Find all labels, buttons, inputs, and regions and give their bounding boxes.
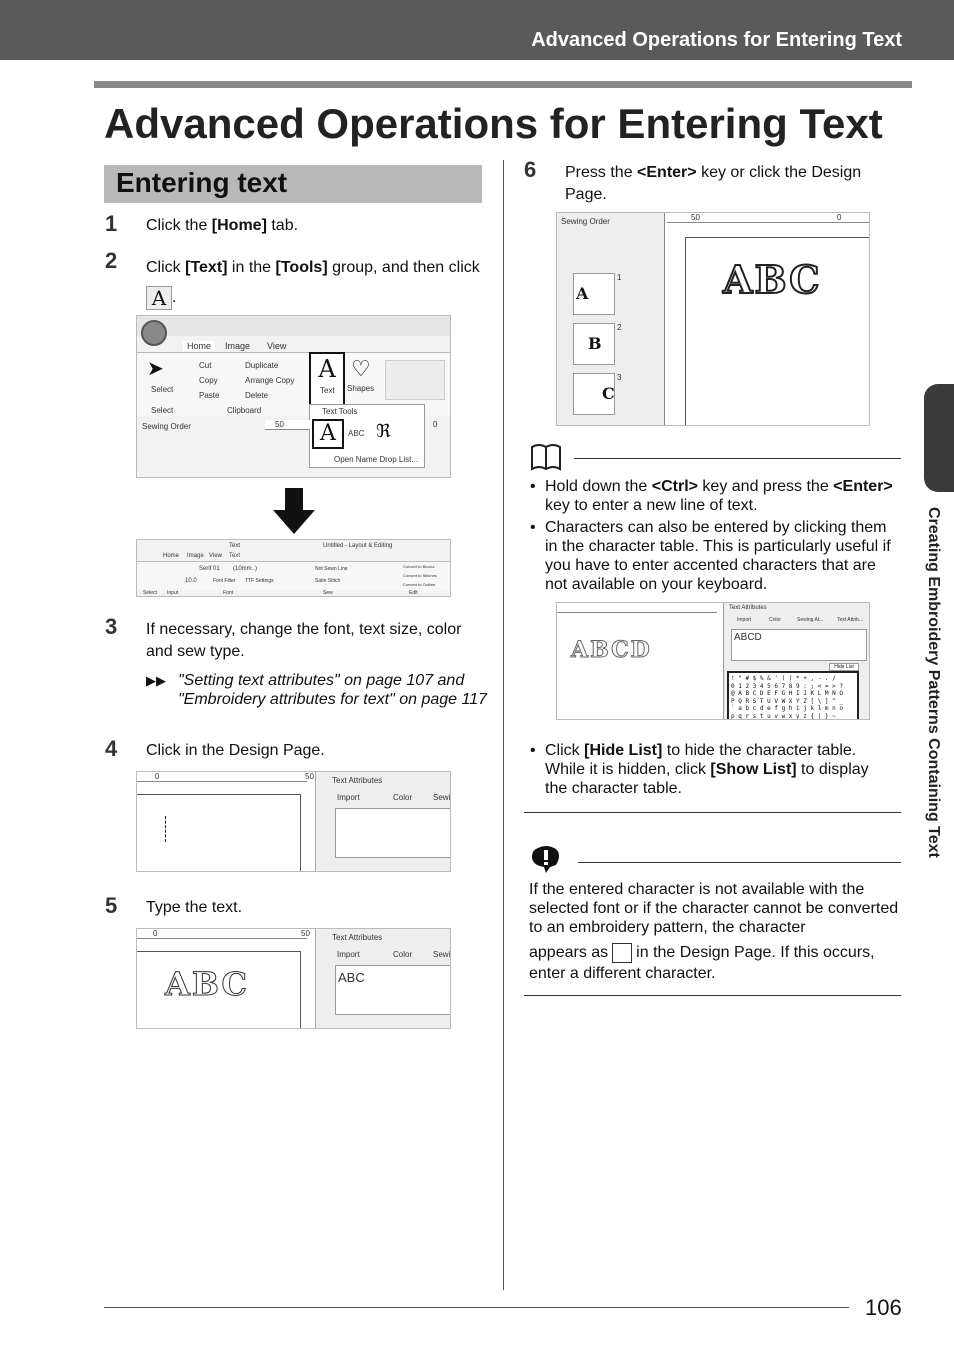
sew-type[interactable]: Not Sewn Line: [315, 566, 348, 572]
chapter-label: Creating Embroidery Patterns Containing Text: [925, 507, 942, 858]
sewing-order-title: Sewing Order: [142, 422, 191, 431]
step-number: 3: [105, 614, 118, 639]
text-button[interactable]: A Text: [309, 352, 345, 406]
ttf-settings[interactable]: TTF Settings: [245, 578, 274, 584]
typed-text-screenshot: 0 50 ABC Text Attributes Import Color Sewi ABC: [136, 928, 451, 1029]
design-page[interactable]: [137, 794, 301, 872]
sewing-order-item[interactable]: A: [573, 273, 615, 315]
font-filter[interactable]: Font Filter: [213, 578, 236, 584]
tab-view[interactable]: View: [209, 553, 222, 559]
copy-button[interactable]: Copy: [199, 376, 218, 385]
text-tool-a-icon[interactable]: A: [312, 419, 344, 449]
page-title: Advanced Operations for Entering Text: [104, 100, 883, 147]
monogram-icon[interactable]: ℜ: [376, 421, 391, 441]
text-input[interactable]: ABCD: [731, 629, 867, 661]
color-button[interactable]: Color: [393, 793, 413, 802]
step-number: 4: [105, 736, 118, 761]
text-tools-dropdown: [309, 404, 425, 468]
running-title: Advanced Operations for Entering Text: [531, 29, 902, 51]
text-attributes-title: Text Attributes: [332, 776, 383, 785]
step-number: 6: [524, 157, 537, 182]
text-tools-title: Text Tools: [322, 407, 358, 416]
step-5-text: Type the text.: [146, 899, 243, 916]
footer-rule: [104, 1307, 849, 1308]
caution-text-2: appears as in the Design Page. If this occurs, enter a different character.: [529, 944, 875, 982]
note-bullet-3: Click [Hide List] to hide the character table. While it is hidden, click [Show List] to display the character table.: [545, 742, 869, 797]
text-attributes-title: Text Attributes: [332, 933, 383, 942]
ribbon-screenshot: Home Image View ➤ Select Cut Copy Paste Duplicate Arrange Copy Delete Select Clipboard A Text ♡ Shapes Text Tools A ABC ℜ Open Name Drop List... Sewing Order 50 0: [136, 315, 451, 478]
memo-icon: [530, 443, 562, 471]
char-row[interactable]: p q r s t u v w x y z { | } ~: [731, 712, 836, 720]
font-name[interactable]: Serif 01: [199, 566, 220, 572]
step-number: 2: [105, 248, 118, 273]
text-attributes-title: Text Attributes: [729, 605, 767, 611]
reference-arrow-icon: ▶▶: [146, 673, 166, 688]
shapes-heart-icon: ♡: [351, 356, 371, 381]
select-arrow-icon: ➤: [147, 358, 164, 380]
sewing-order-item[interactable]: B: [573, 323, 615, 365]
caution-end-rule: [524, 995, 901, 996]
shapes-button[interactable]: Shapes: [347, 384, 375, 393]
canvas-text: ABC: [723, 257, 822, 302]
text-input[interactable]: [335, 808, 451, 858]
tab-image[interactable]: Image: [225, 341, 251, 351]
tab-view[interactable]: View: [267, 341, 287, 351]
tab-home[interactable]: Home: [183, 341, 215, 351]
sewing-attrib-button[interactable]: Sewing At...: [797, 617, 824, 623]
step-4-text: Click in the Design Page.: [146, 742, 325, 759]
color-button[interactable]: Color: [769, 617, 781, 623]
char-row[interactable]: 0 1 2 3 4 5 6 7 8 9 : ; < = > ?: [731, 682, 843, 690]
note-bullet-2: Characters can also be entered by clicking them in the character table. This is particularly useful if you have to enter accented characters that are not available on your keyboard.: [545, 519, 891, 593]
zoom-tools[interactable]: [385, 360, 445, 400]
text-attrib-button[interactable]: Text Attrib...: [837, 617, 864, 623]
import-button[interactable]: Import: [337, 950, 360, 959]
sewing-button[interactable]: Sewi: [433, 793, 451, 802]
ruler: [265, 420, 310, 430]
tab-image[interactable]: Image: [187, 553, 204, 559]
design-page-screenshot: 0 50 Text Attributes Import Color Sewi: [136, 771, 451, 872]
font-size[interactable]: (10mm..): [233, 566, 257, 572]
page-number: 106: [865, 1295, 902, 1320]
caution-text: If the entered character is not available with the selected font or if the character cannot be converted to an embroidery pattern, the character: [529, 881, 899, 936]
chapter-tab: [924, 384, 954, 492]
caution-icon: [530, 845, 564, 873]
delete-button[interactable]: Delete: [245, 391, 269, 400]
window-title: Untitled - Layout & Editing: [323, 543, 393, 549]
section-title: Entering text: [116, 167, 288, 198]
step-2-text: Click [Text] in the [Tools] group, and then click A .: [146, 259, 480, 310]
cut-button[interactable]: Cut: [199, 361, 212, 370]
stitch-type[interactable]: Satin Stitch: [315, 578, 341, 584]
size-value[interactable]: 10.0: [185, 578, 197, 584]
step-6-text: Press the <Enter> key or click the Design Page.: [565, 164, 862, 203]
tab-text[interactable]: Text: [229, 553, 241, 559]
app-menu-icon[interactable]: [141, 320, 167, 346]
sewing-order-title: Sewing Order: [561, 217, 610, 226]
character-table-screenshot: [556, 602, 870, 720]
canvas-text: ABC: [165, 965, 249, 1003]
char-row[interactable]: ! " # $ % & ' ( ) * + , - . /: [731, 675, 836, 682]
character-table[interactable]: [727, 671, 859, 720]
caution-rule: [578, 862, 901, 863]
group-select-label: Select: [151, 406, 174, 415]
tab-home[interactable]: Home: [163, 553, 180, 559]
step-3-reference: "Setting text attributes" on page 107 and "Embroidery attributes for text" on page 117: [178, 672, 488, 708]
arrange-copy-button[interactable]: Arrange Copy: [245, 376, 295, 385]
note-rule: [574, 458, 901, 459]
select-label[interactable]: Select: [151, 385, 174, 394]
text-tool-icon: A: [146, 286, 172, 310]
canvas-text: ABCD: [571, 637, 652, 663]
section-heading: [104, 165, 482, 203]
sewing-button[interactable]: Sewi: [433, 950, 451, 959]
open-name-drop-list[interactable]: Open Name Drop List...: [334, 455, 419, 464]
down-arrow-icon: [273, 488, 315, 534]
text-abc-option[interactable]: ABC: [348, 429, 365, 438]
text-input[interactable]: ABC: [335, 965, 451, 1015]
column-divider: [503, 160, 504, 1290]
step-3-text: If necessary, change the font, text size, color and sew type.: [146, 621, 462, 660]
text-ribbon-screenshot: Untitled - Layout & Editing Text Home Image View Text Serif 01 (10mm..) 10.0 Font Filter TTF Settings Not Sewn Line Satin Stitch Convert to Blocks Convert to Stitches Convert to Outline Select Input Font Sew Edit: [136, 539, 451, 597]
text-cursor: [165, 816, 166, 842]
char-row[interactable]: ` a b c d e f g h i j k l m n o: [731, 705, 843, 712]
note-end-rule: [524, 812, 901, 813]
empty-box-icon: [612, 943, 632, 963]
group-clipboard-label: Clipboard: [227, 406, 262, 415]
paste-button[interactable]: Paste: [199, 391, 220, 400]
char-row[interactable]: P Q R S T U V W X Y Z [ \ ] ^ _: [731, 697, 843, 705]
step-1-text: Click the [Home] tab.: [146, 217, 299, 234]
char-row[interactable]: @ A B C D E F G H I J K L M N O: [731, 690, 843, 697]
note-bullet-1: Hold down the <Ctrl> key and press the <Enter> key to enter a new line of text.: [545, 478, 893, 514]
title-rule: [94, 81, 912, 88]
step-number: 1: [105, 211, 118, 236]
import-button[interactable]: Import: [737, 617, 752, 623]
text-a-icon: A: [318, 355, 336, 383]
duplicate-button[interactable]: Duplicate: [245, 361, 279, 370]
color-button[interactable]: Color: [393, 950, 413, 959]
sewing-order-item[interactable]: C: [573, 373, 615, 415]
sewing-order-screenshot: Sewing Order A 1 B 2 C 3 50 0 ABC: [556, 212, 870, 426]
hide-list-button[interactable]: Hide List: [829, 663, 859, 671]
context-tab: Text: [229, 543, 241, 549]
import-button[interactable]: Import: [337, 793, 360, 802]
step-number: 5: [105, 893, 118, 918]
